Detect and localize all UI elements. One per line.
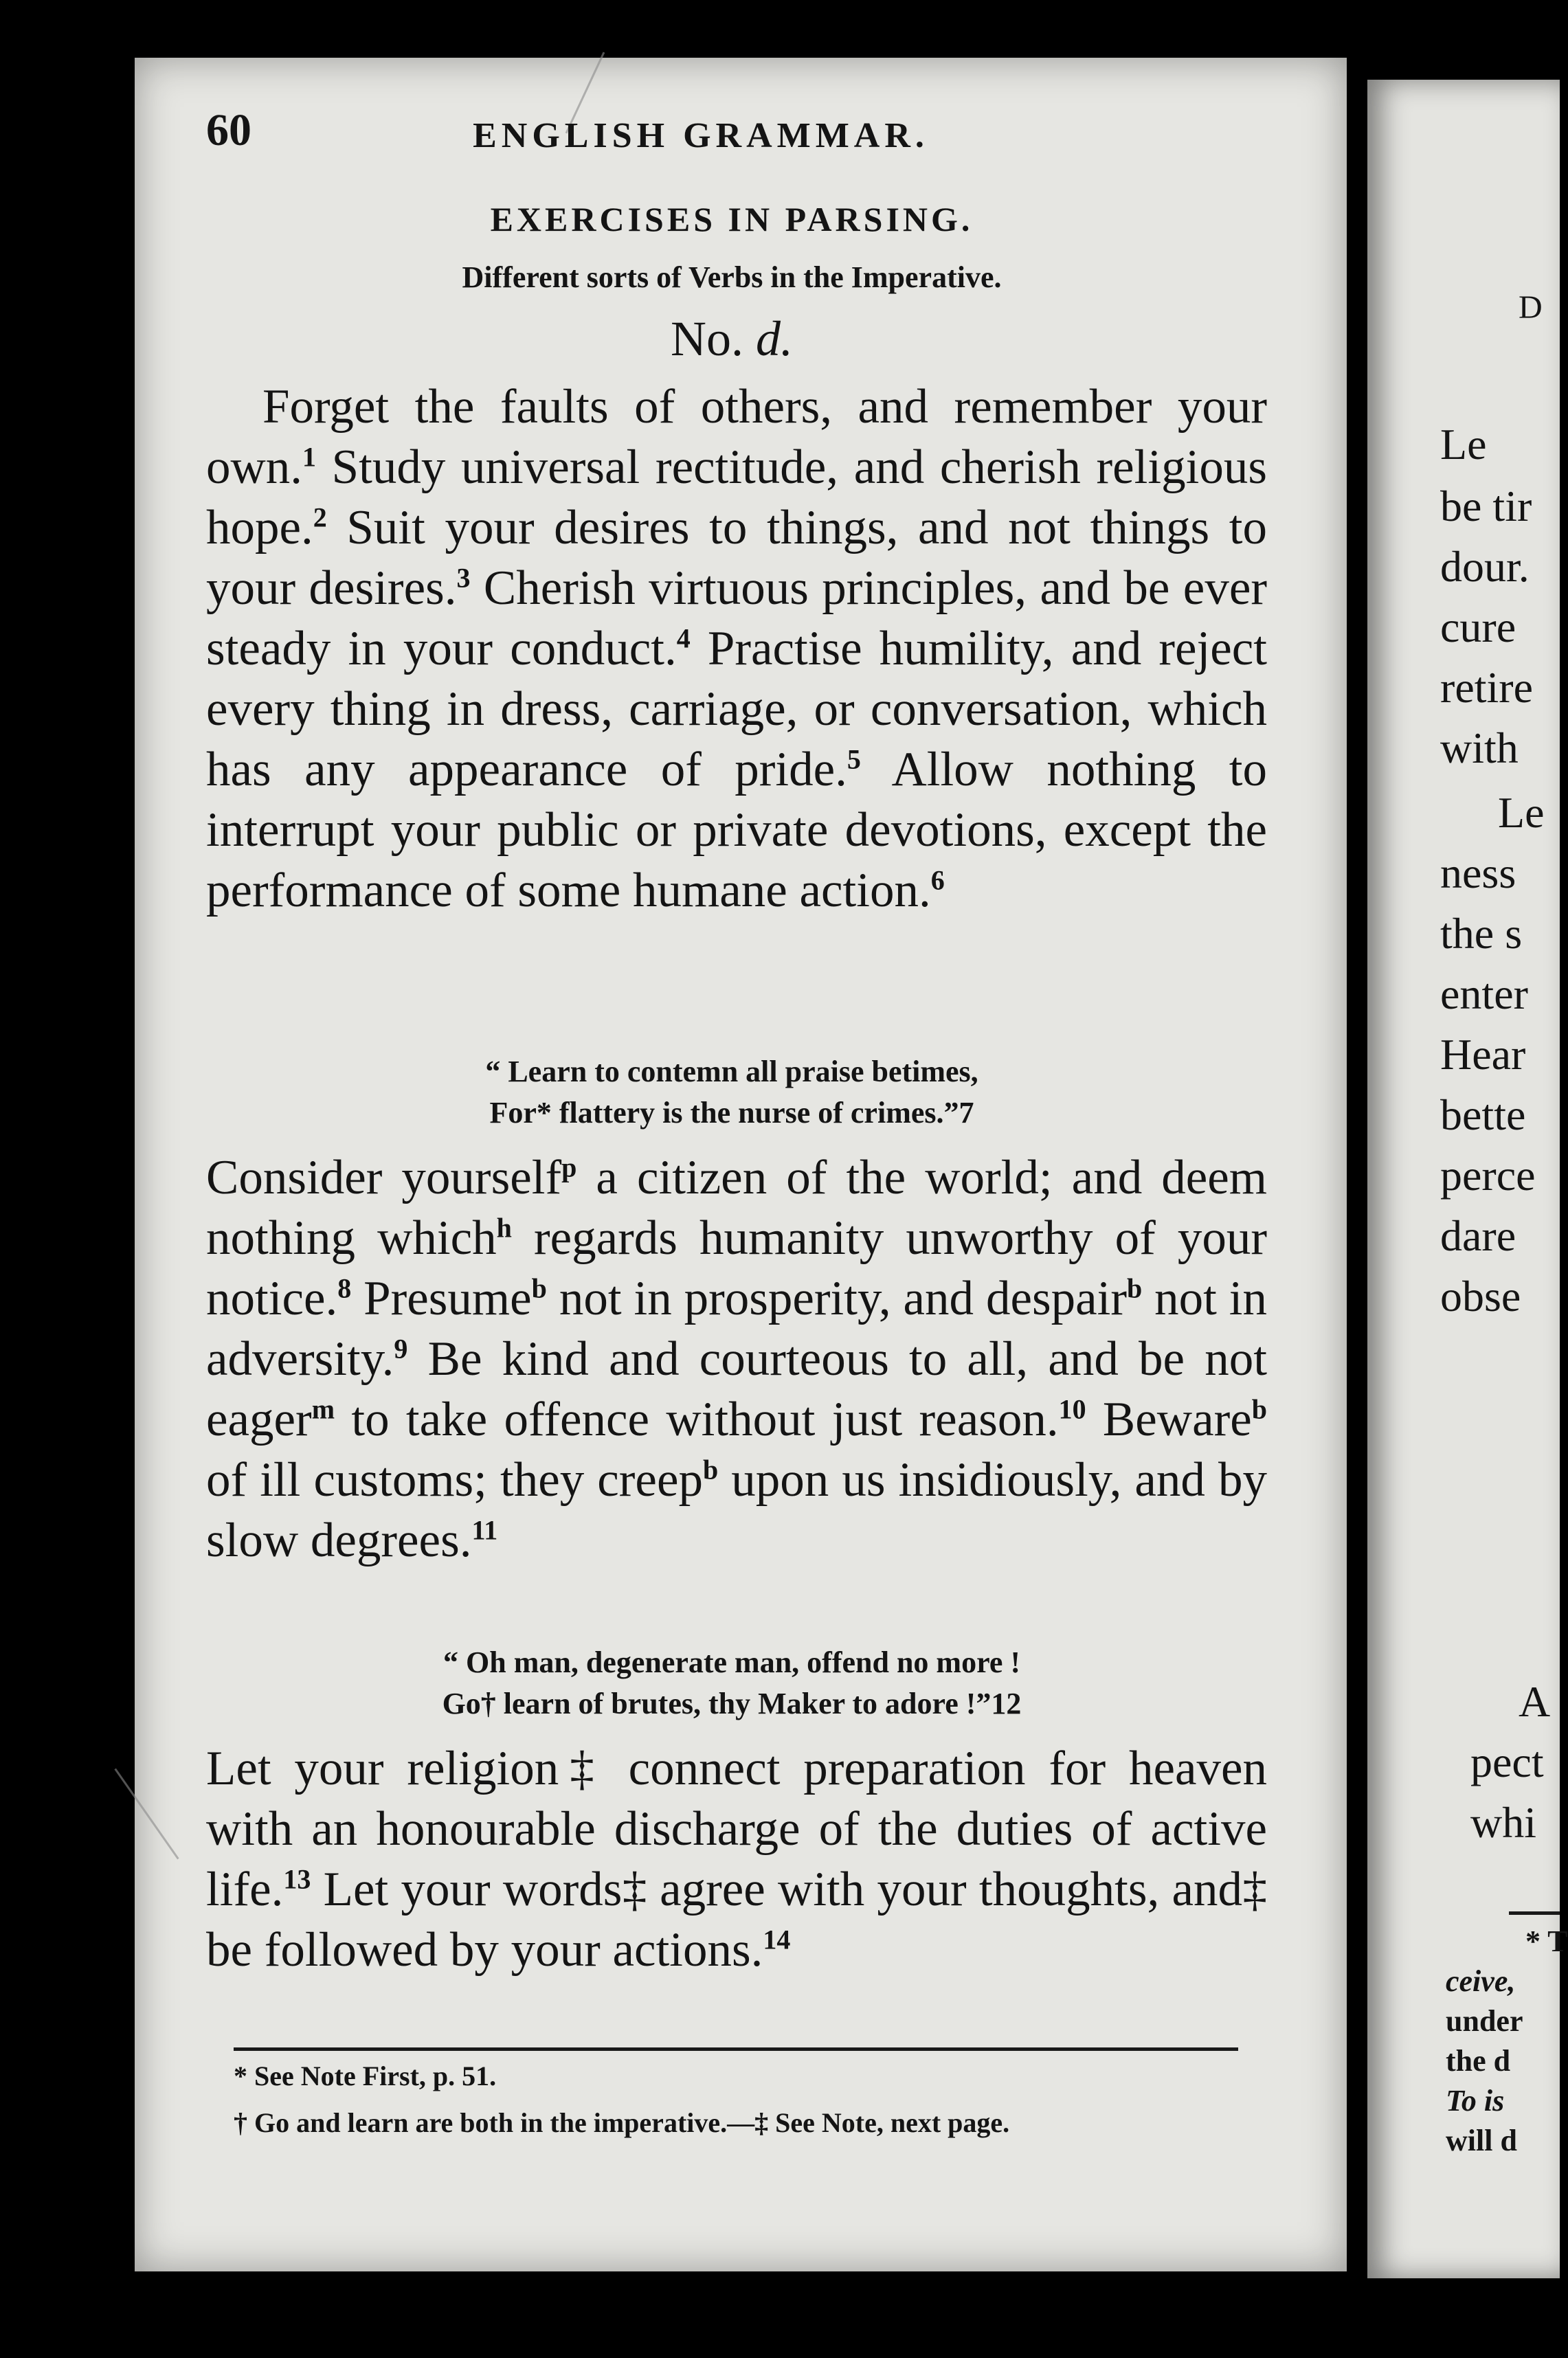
right-page-top-letter: D (1519, 289, 1543, 326)
right-page-line: retire (1440, 663, 1533, 712)
verse-line: “ Oh man, degenerate man, offend no more ! (443, 1646, 1020, 1679)
footnote-ref: p (561, 1152, 577, 1183)
sentence: Consider yourself (206, 1151, 562, 1204)
paragraph-3 (206, 1738, 1267, 1980)
right-page-line: be tir (1440, 482, 1532, 530)
sentence: Forget the faults of others, and remember your own. (206, 380, 1267, 494)
footnote-divider (234, 2047, 1238, 2051)
sentence: regards humanity unworthy of your notice. (206, 1211, 1267, 1325)
exercise-number-prefix: No. (671, 311, 743, 366)
verse-quote-2 (206, 1642, 1257, 1725)
sentence: Allow nothing to interrupt your public or private devotions, except the performance of some humane action. (206, 743, 1268, 917)
verse-line: “ Learn to contemn all praise betimes, (485, 1055, 978, 1088)
footnote-ref: 10 (1058, 1393, 1086, 1425)
page-number: 60 (206, 105, 251, 155)
footnote-2: † Go and learn are both in the imperative.—‡ See Note, next page. (234, 2107, 1010, 2138)
right-page-line: dare (1440, 1211, 1516, 1260)
sentence: Let your words‡ agree with your thoughts, and‡ be followed by your actions. (206, 1863, 1267, 1977)
footnote-ref: b (1251, 1393, 1267, 1425)
sentence: Suit your desires to things, and not things to your desires. (206, 501, 1267, 615)
sentence: Practise humility, and reject every thing in dress, carriage, or conversation, which has any appearance of pride. (206, 622, 1267, 796)
footnote-ref: 11 (471, 1514, 498, 1546)
running-head: ENGLISH GRAMMAR. (473, 116, 929, 155)
footnote-1: * See Note First, p. 51. (234, 2061, 497, 2091)
footnote-ref: h (496, 1212, 512, 1244)
right-page-line: Le (1498, 788, 1545, 837)
right-page-footnote-line: will d (1446, 2124, 1517, 2157)
right-page-line: whi (1470, 1798, 1536, 1847)
sentence: Cherish virtuous principles, and be ever steady in your conduct. (206, 561, 1267, 675)
subsection-title: Different sorts of Verbs in the Imperative. (462, 260, 1002, 294)
right-page-footnote-line: To is (1446, 2084, 1505, 2118)
sentence: not in adversity. (206, 1272, 1268, 1386)
footnote-ref: 1 (302, 441, 317, 473)
right-page-footnote-divider (1509, 1911, 1560, 1915)
sentence: Presume (351, 1272, 532, 1325)
footnote-ref: 4 (676, 622, 691, 654)
sentence: Be kind and courteous to all, and be not eager (206, 1332, 1267, 1446)
right-page-line: perce (1440, 1151, 1536, 1200)
sentence: of ill customs; they creep (206, 1453, 703, 1507)
right-page-line: Le (1440, 420, 1487, 469)
footnote-ref: 2 (313, 502, 327, 533)
sentence: upon us insidiously, and by slow degrees. (206, 1453, 1267, 1567)
sentence: to take offence without just reason. (335, 1393, 1059, 1446)
footnote-ref: 14 (763, 1924, 791, 1955)
footnote-ref: b (702, 1454, 719, 1485)
verse-quote-1 (206, 1051, 1257, 1134)
paragraph-2 (206, 1147, 1267, 1571)
sentence: a citizen of the world; and deem nothing which (206, 1151, 1268, 1265)
footnote-ref: m (311, 1393, 335, 1425)
footnote-ref: 3 (456, 562, 471, 594)
sentence: Study universal rectitude, and cherish religious hope. (206, 440, 1267, 554)
sentence: Let your religion‡ connect preparation for heaven with an honourable discharge of the duties of active life. (206, 1742, 1267, 1916)
right-page-line: enter (1440, 969, 1528, 1018)
footnote-ref: 8 (337, 1272, 352, 1304)
right-page-footnote-line: * T (1525, 1924, 1568, 1958)
exercise-number (206, 311, 1257, 368)
right-page-line: obse (1440, 1272, 1521, 1321)
right-page-line: pect (1470, 1738, 1544, 1786)
footnote-ref: b (1127, 1272, 1143, 1304)
right-page-line: bette (1440, 1090, 1526, 1139)
sentence: Beware (1086, 1393, 1252, 1446)
right-page-line: the s (1440, 909, 1523, 958)
right-page-footnote-line: ceive, (1446, 1964, 1516, 1998)
footnote-ref: 9 (394, 1333, 408, 1365)
right-page-line: dour. (1440, 542, 1530, 591)
right-page-footnote-line: the d (1446, 2044, 1511, 2078)
footnote-ref: b (531, 1272, 547, 1304)
exercise-number-letter: d. (756, 311, 793, 366)
verse-line: Go† learn of brutes, thy Maker to adore !”12 (442, 1687, 1022, 1720)
right-page-line: ness (1440, 849, 1516, 897)
footnote-ref: 6 (930, 864, 945, 896)
section-title: EXERCISES IN PARSING. (490, 200, 974, 238)
footnote-ref: 13 (283, 1863, 311, 1895)
right-page-line: with (1440, 723, 1519, 772)
right-page-line: Hear (1440, 1030, 1526, 1079)
sentence: not in prosperity, and despair (546, 1272, 1127, 1325)
right-page-footnote-line: under (1446, 2004, 1523, 2038)
paragraph-1 (206, 377, 1267, 921)
right-page-line: A (1519, 1677, 1551, 1726)
right-page-line: cure (1440, 603, 1516, 651)
footnote-ref: 5 (847, 743, 861, 775)
verse-line: For* flattery is the nurse of crimes.”7 (489, 1096, 974, 1130)
